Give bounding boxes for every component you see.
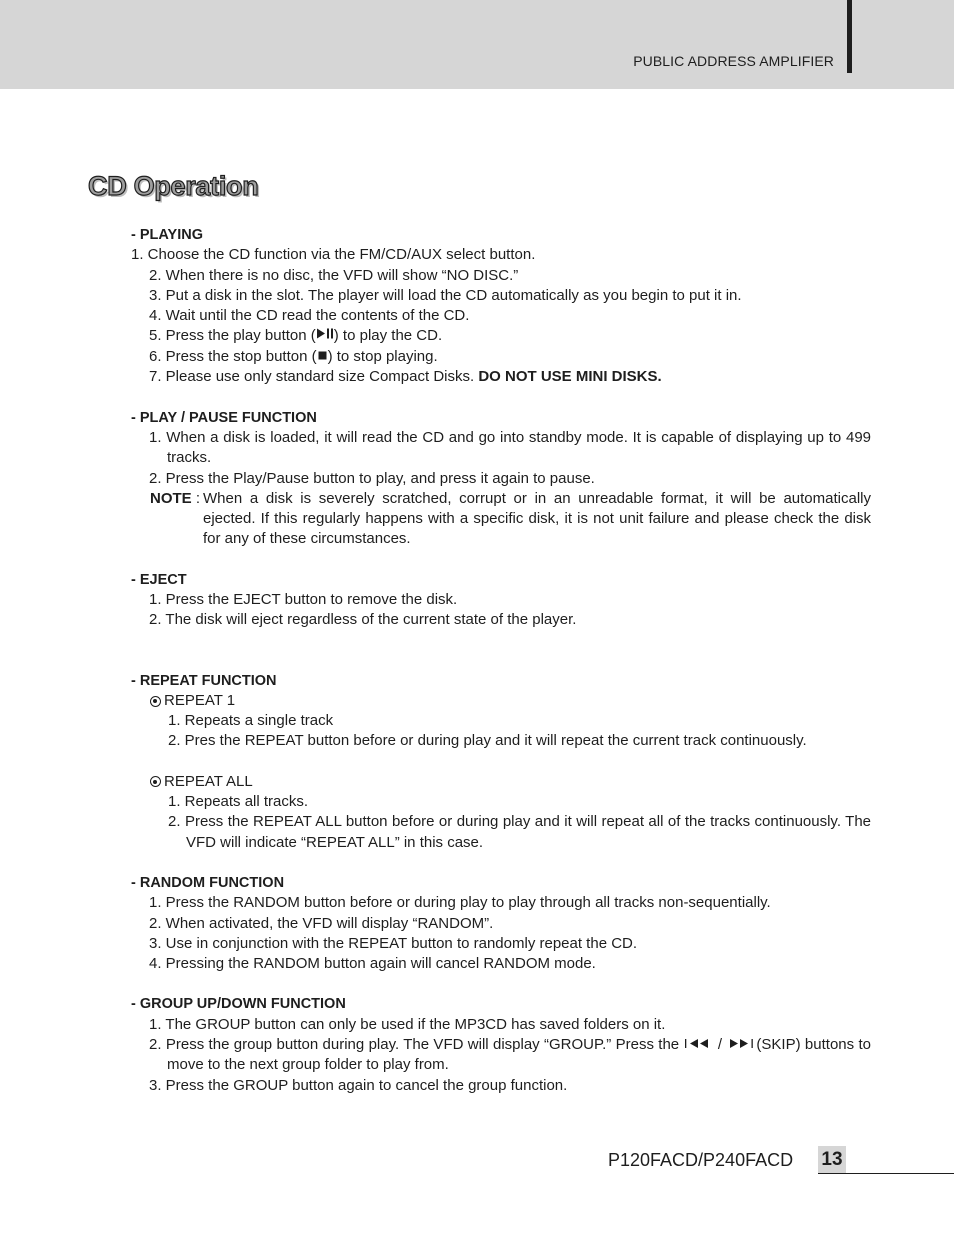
main-content: [131, 225, 871, 1096]
section-heading: - EJECT: [131, 571, 187, 588]
list-item: 2. The disk will eject regardless of the current state of the player.: [149, 611, 577, 629]
list-item: 3. Press the GROUP button again to cancel the group function.: [149, 1076, 568, 1094]
header-band: [0, 0, 954, 89]
radio-bullet-icon: [150, 776, 161, 787]
note-text: When a disk is severely scratched, corrupt or in an unreadable format, it will be automatically ejected. If this regularly happens with a specific disk, it is not unit failure and please check the disk for any of these circumstances.: [203, 489, 871, 548]
list-item: 2. When activated, the VFD will display “RANDOM”.: [149, 914, 494, 932]
list-item: 4. Wait until the CD read the contents of the CD.: [149, 307, 470, 325]
section-playing: [131, 225, 871, 388]
skip-forward-icon: [726, 1035, 756, 1055]
page-title: CD Operation: [88, 171, 259, 201]
warning-text: DO NOT USE MINI DISKS.: [478, 368, 662, 386]
play-pause-icon: [316, 326, 334, 346]
section-heading: - PLAY / PAUSE FUNCTION: [131, 409, 317, 426]
list-item: 2. Press the Play/Pause button to play, and press it again to pause.: [149, 469, 595, 487]
section-heading: - RANDOM FUNCTION: [131, 874, 285, 891]
section-heading: - REPEAT FUNCTION: [131, 672, 277, 689]
list-item: 1. Choose the CD function via the FM/CD/AUX select button.: [131, 246, 536, 264]
list-item: 2. Press the group button during play. The VFD will display “GROUP.” Press the / (SKIP) buttons to move to the next group folder to play from.: [149, 1036, 871, 1074]
list-item: 1. The GROUP button can only be used if the MP3CD has saved folders on it.: [149, 1015, 666, 1033]
list-item: 5. Press the play button ( ) to play the CD.: [131, 326, 871, 346]
list-item: 1. Repeats all tracks.: [168, 793, 309, 811]
list-item: 2. Press the REPEAT ALL button before or during play and it will repeat all of the tracks continuously. The VFD will indicate “REPEAT ALL” in this case.: [168, 813, 871, 851]
section-eject: [131, 570, 871, 631]
list-item: 1. Press the RANDOM button before or during play to play through all tracks non-sequentially.: [149, 894, 771, 912]
list-item: 1. When a disk is loaded, it will read the CD and go into standby mode. It is capable of displaying up to 499 tracks.: [149, 428, 871, 467]
list-item: 7. Please use only standard size Compact Disks. DO NOT USE MINI DISKS.: [149, 368, 662, 386]
section-play-pause: [131, 408, 871, 550]
list-item: 6. Press the stop button ( ) to stop playing.: [131, 347, 871, 367]
list-item: 1. Repeats a single track: [168, 712, 334, 730]
section-repeat: [131, 671, 871, 853]
list-item: 1. Press the EJECT button to remove the disk.: [149, 591, 458, 608]
skip-back-icon: [684, 1035, 714, 1055]
section-heading: - PLAYING: [131, 227, 203, 243]
page-number: 13: [818, 1146, 846, 1173]
section-heading: - GROUP UP/DOWN FUNCTION: [131, 996, 346, 1013]
list-item: 2. When there is no disc, the VFD will show “NO DISC.”: [149, 266, 519, 284]
list-item: 2. Pres the REPEAT button before or during play and it will repeat the current track continuously.: [168, 732, 807, 750]
radio-bullet-icon: [150, 696, 161, 707]
stop-icon: [317, 347, 328, 367]
note-label: NOTE :: [150, 489, 201, 507]
repeat-1-heading: REPEAT 1: [131, 691, 871, 711]
footer-model: P120FACD/P240FACD: [608, 1150, 794, 1170]
list-item: 3. Put a disk in the slot. The player will load the CD automatically as you begin to put it in.: [149, 286, 742, 304]
repeat-all-heading: REPEAT ALL: [131, 772, 871, 792]
header-accent-bar: [847, 0, 852, 73]
footer-rule: [818, 1173, 954, 1174]
section-random: [131, 873, 871, 974]
header-title: PUBLIC ADDRESS AMPLIFIER: [633, 53, 834, 69]
list-item: 4. Pressing the RANDOM button again will cancel RANDOM mode.: [149, 955, 596, 973]
note-block: [131, 489, 871, 550]
list-item: 3. Use in conjunction with the REPEAT button to randomly repeat the CD.: [149, 934, 638, 952]
section-group: [131, 994, 871, 1096]
